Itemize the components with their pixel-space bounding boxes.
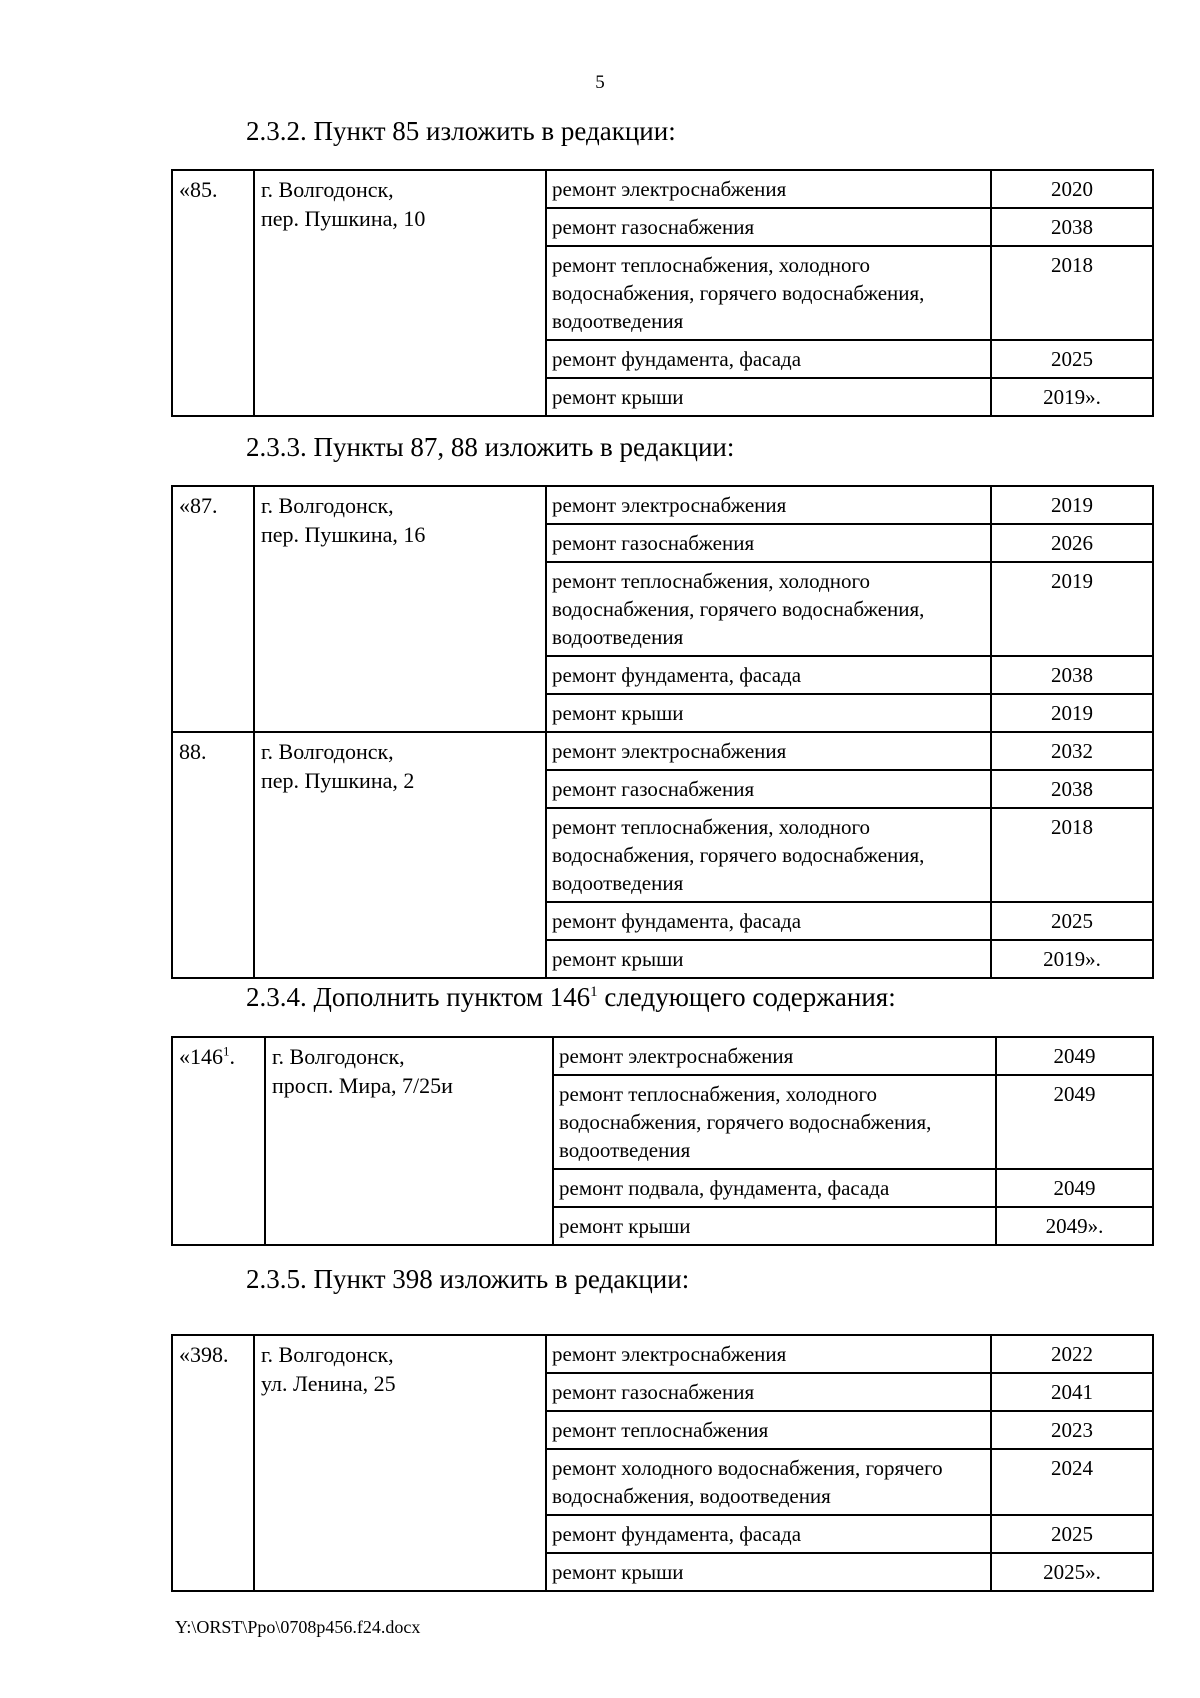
address-street: ул. Ленина, 25 <box>261 1371 396 1396</box>
item-number: «85. <box>172 170 254 416</box>
item-number-text: «146 <box>179 1044 223 1069</box>
work-type: ремонт фундамента, фасада <box>546 1515 991 1553</box>
work-type: ремонт фундамента, фасада <box>546 902 991 940</box>
page-number: 5 <box>595 72 605 93</box>
address-street: пер. Пушкина, 10 <box>261 206 426 231</box>
work-year: 2041 <box>991 1373 1153 1411</box>
work-type: ремонт электроснабжения <box>546 486 991 524</box>
footer-file-path: Y:\ORST\Ppo\0708p456.f24.docx <box>175 1617 421 1637</box>
work-year: 2049 <box>996 1169 1153 1207</box>
address-city: г. Волгодонск, <box>261 739 394 764</box>
work-type: ремонт фундамента, фасада <box>546 340 991 378</box>
work-year: 2020 <box>991 170 1153 208</box>
work-type: ремонт крыши <box>546 1553 991 1591</box>
table-item-146-1 <box>171 1036 1154 1246</box>
work-year: 2019». <box>991 378 1153 416</box>
table-item-85 <box>171 169 1154 417</box>
table-row <box>172 1335 1153 1373</box>
work-year: 2022 <box>991 1335 1153 1373</box>
work-type: ремонт холодного водоснабжения, горячего водоснабжения, водоотведения <box>546 1449 991 1515</box>
work-year: 2019 <box>991 562 1153 656</box>
work-year: 2025 <box>991 902 1153 940</box>
work-year: 2038 <box>991 208 1153 246</box>
section-heading-2-3-4 <box>246 982 896 1013</box>
item-address <box>254 486 546 732</box>
item-number-dot: . <box>229 1044 235 1069</box>
work-type: ремонт крыши <box>546 694 991 732</box>
item-number <box>172 1037 265 1245</box>
address-city: г. Волгодонск, <box>261 177 394 202</box>
work-year: 2038 <box>991 656 1153 694</box>
work-year: 2038 <box>991 770 1153 808</box>
work-type: ремонт газоснабжения <box>546 524 991 562</box>
work-year: 2025 <box>991 340 1153 378</box>
item-address <box>254 732 546 978</box>
address-city: г. Волгодонск, <box>272 1044 405 1069</box>
table-item-398 <box>171 1334 1154 1592</box>
work-year: 2025 <box>991 1515 1153 1553</box>
address-street: просп. Мира, 7/25и <box>272 1073 453 1098</box>
address-street: пер. Пушкина, 16 <box>261 522 426 547</box>
work-type: ремонт электроснабжения <box>546 170 991 208</box>
work-type: ремонт электроснабжения <box>553 1037 996 1075</box>
work-year: 2019 <box>991 694 1153 732</box>
work-type: ремонт крыши <box>553 1207 996 1245</box>
work-type: ремонт газоснабжения <box>546 208 991 246</box>
work-year: 2032 <box>991 732 1153 770</box>
work-year: 2018 <box>991 808 1153 902</box>
section-heading-2-3-2: 2.3.2. Пункт 85 изложить в редакции: <box>246 116 676 146</box>
work-type: ремонт газоснабжения <box>546 1373 991 1411</box>
work-type: ремонт подвала, фундамента, фасада <box>553 1169 996 1207</box>
item-address <box>254 1335 546 1591</box>
work-year: 2049 <box>996 1037 1153 1075</box>
work-type: ремонт крыши <box>546 940 991 978</box>
work-type: ремонт теплоснабжения, холодного водоснабжения, горячего водоснабжения, водоотведения <box>553 1075 996 1169</box>
work-year: 2024 <box>991 1449 1153 1515</box>
work-year: 2049 <box>996 1075 1153 1169</box>
item-number-superscript: 1 <box>223 1043 230 1059</box>
heading-text: 2.3.4. Дополнить пунктом 146 <box>246 982 591 1012</box>
work-type: ремонт электроснабжения <box>546 1335 991 1373</box>
work-type: ремонт газоснабжения <box>546 770 991 808</box>
work-type: ремонт теплоснабжения, холодного водоснабжения, горячего водоснабжения, водоотведения <box>546 562 991 656</box>
address-city: г. Волгодонск, <box>261 493 394 518</box>
work-type: ремонт крыши <box>546 378 991 416</box>
item-number: «398. <box>172 1335 254 1591</box>
work-year: 2049». <box>996 1207 1153 1245</box>
work-type: ремонт фундамента, фасада <box>546 656 991 694</box>
work-year: 2026 <box>991 524 1153 562</box>
work-year: 2023 <box>991 1411 1153 1449</box>
table-row <box>172 486 1153 524</box>
table-row <box>172 1037 1153 1075</box>
item-address <box>254 170 546 416</box>
heading-text-end: следующего содержания: <box>597 982 896 1012</box>
address-street: пер. Пушкина, 2 <box>261 768 415 793</box>
item-number: «87. <box>172 486 254 732</box>
work-year: 2025». <box>991 1553 1153 1591</box>
work-type: ремонт электроснабжения <box>546 732 991 770</box>
work-type: ремонт теплоснабжения, холодного водоснабжения, горячего водоснабжения, водоотведения <box>546 808 991 902</box>
work-year: 2018 <box>991 246 1153 340</box>
table-items-87-88 <box>171 485 1154 979</box>
work-type: ремонт теплоснабжения <box>546 1411 991 1449</box>
work-year: 2019 <box>991 486 1153 524</box>
heading-superscript: 1 <box>590 984 598 1000</box>
item-number: 88. <box>172 732 254 978</box>
work-year: 2019». <box>991 940 1153 978</box>
item-address <box>265 1037 553 1245</box>
section-heading-2-3-3: 2.3.3. Пункты 87, 88 изложить в редакции: <box>246 432 735 462</box>
address-city: г. Волгодонск, <box>261 1342 394 1367</box>
section-heading-2-3-5: 2.3.5. Пункт 398 изложить в редакции: <box>246 1264 690 1294</box>
work-type: ремонт теплоснабжения, холодного водоснабжения, горячего водоснабжения, водоотведения <box>546 246 991 340</box>
table-row <box>172 170 1153 208</box>
table-row <box>172 732 1153 770</box>
